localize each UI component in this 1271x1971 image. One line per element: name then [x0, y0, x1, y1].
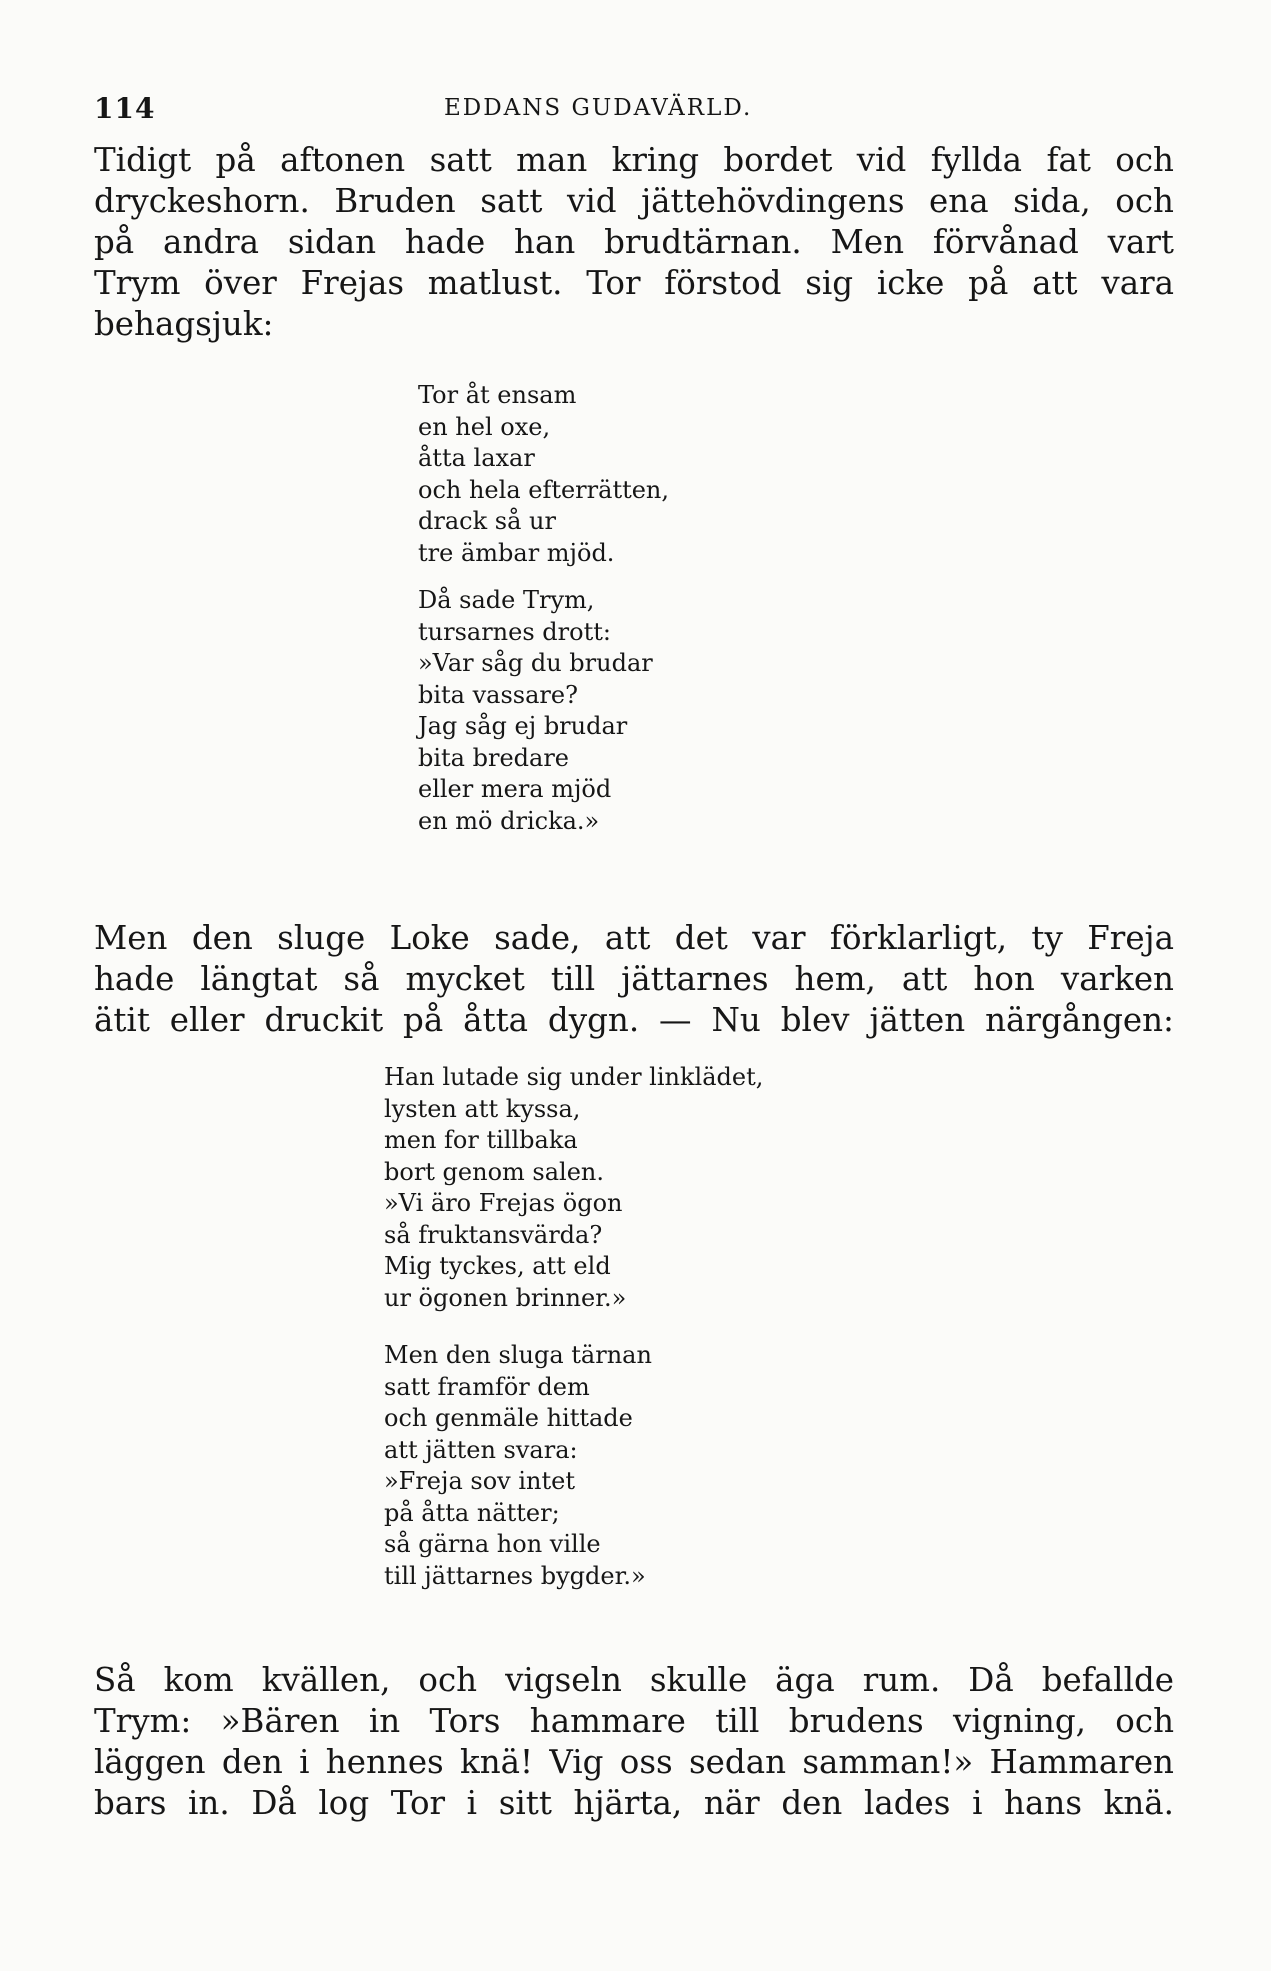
verse-line: Jag såg ej brudar — [418, 712, 628, 740]
text-line: på andra sidan hade han brudtärnan. Men förvånad vart — [94, 223, 1174, 261]
verse-line: »Freja sov intet — [384, 1467, 575, 1495]
verse-line: satt framför dem — [384, 1372, 590, 1401]
verse-line: eller mera mjöd — [418, 775, 612, 803]
paragraph-1 — [94, 140, 1174, 345]
verse-line: lysten att kyssa, — [384, 1094, 581, 1123]
text-line: behagsjuk: — [94, 305, 274, 343]
verse-line: till jättarnes bygder.» — [384, 1561, 646, 1590]
text-line: dryckeshorn. Bruden satt vid jättehövdingens ena sida, och — [94, 182, 1174, 220]
text-line: Så kom kvällen, och vigseln skulle äga rum. Då befallde — [94, 1661, 1174, 1699]
running-head: EDDANS GUDAVÄRLD. — [444, 95, 753, 121]
verse-line: »Var såg du brudar — [418, 649, 653, 677]
text-line: Trym över Frejas matlust. Tor förstod sig icke på att vara — [94, 264, 1174, 302]
verse-line: Mig tyckes, att eld — [384, 1252, 611, 1280]
text-line: läggen den i hennes knä! Vig oss sedan samman!» Hammaren — [94, 1743, 1174, 1781]
verse-line: tursarnes drott: — [418, 617, 611, 646]
text-line: Trym: »Bären in Tors hammare till brudens vigning, och — [94, 1702, 1174, 1740]
verse-line: bort genom salen. — [384, 1157, 605, 1186]
verse-line: och hela efterrätten, — [418, 475, 670, 504]
verse-line: »Vi äro Frejas ögon — [384, 1189, 623, 1217]
page-header — [94, 92, 1174, 128]
stanza-gap — [418, 569, 669, 585]
verse-line: men for tillbaka — [384, 1126, 578, 1154]
text-line: Men den sluge Loke sade, att det var förklarligt, ty Freja — [94, 919, 1174, 957]
text-line: ätit eller druckit på åtta dygn. — Nu blev jätten närgången: — [94, 1001, 1174, 1039]
verse-line: Han lutade sig under linklädet, — [384, 1063, 764, 1091]
verse-line: Men den sluga tärnan — [384, 1341, 652, 1369]
verse-line: så fruktansvärda? — [384, 1220, 603, 1249]
verse-1 — [418, 380, 669, 837]
verse-line: Då sade Trym, — [418, 586, 595, 614]
stanza-gap — [384, 1314, 763, 1340]
page-number: 114 — [94, 92, 156, 125]
text-line: bars in. Då log Tor i sitt hjärta, när den lades i hans knä. — [94, 1784, 1174, 1822]
verse-line: en mö dricka.» — [418, 806, 600, 835]
verse-line: Tor åt ensam — [418, 381, 577, 409]
verse-line: drack så ur — [418, 507, 556, 535]
text-line: Tidigt på aftonen satt man kring bordet vid fyllda fat och — [94, 141, 1174, 179]
paragraph-3 — [94, 1660, 1174, 1824]
verse-line: så gärna hon ville — [384, 1530, 601, 1558]
verse-line: ur ögonen brinner.» — [384, 1283, 627, 1312]
verse-line: och genmäle hittade — [384, 1404, 633, 1432]
verse-line: bita bredare — [418, 743, 570, 772]
verse-line: att jätten svara: — [384, 1435, 578, 1464]
verse-line: på åtta nätter; — [384, 1498, 560, 1527]
verse-line: bita vassare? — [418, 680, 578, 709]
paragraph-2 — [94, 918, 1174, 1041]
verse-line: tre ämbar mjöd. — [418, 538, 615, 567]
verse-line: en hel oxe, — [418, 412, 551, 441]
text-line: hade längtat så mycket till jättarnes hem, att hon varken — [94, 960, 1174, 998]
verse-2 — [384, 1062, 763, 1592]
verse-line: åtta laxar — [418, 444, 535, 472]
